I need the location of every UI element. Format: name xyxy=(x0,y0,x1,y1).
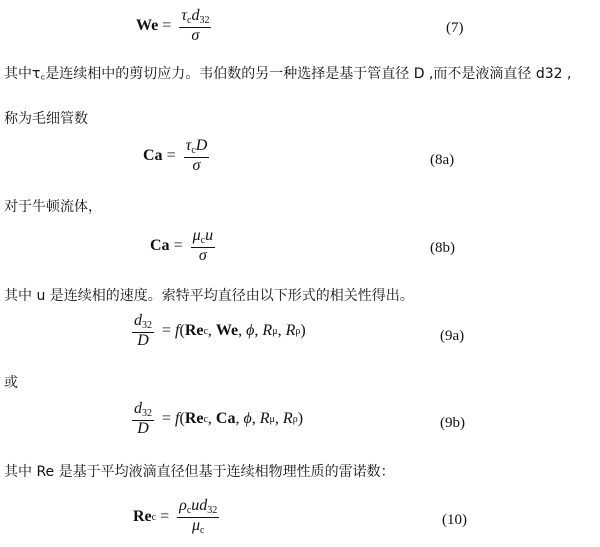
paragraph-3: 对于牛顿流体， xyxy=(4,199,102,215)
eq9a-number: (9a) xyxy=(440,328,465,344)
eq8b-number: (8b) xyxy=(430,240,455,256)
eq7-number: (7) xyxy=(446,20,464,36)
paragraph-1: 其中τ꜀是连续相中的剪切应力。韦伯数的另一种选择是基于管直径 D ,而不是液滴直径 d32 , xyxy=(4,66,572,82)
equation-10: Re c = $\frac{\rho_cud_{32}}{\mu_c}$ xyxy=(133,497,218,536)
eq7-lhs: We xyxy=(136,17,159,35)
eq7-fraction: $\frac{\tau_cd_{32}}{\sigma}$ xyxy=(181,7,210,44)
eq8a-number: (8a) xyxy=(430,152,455,168)
paragraph-5: 或 xyxy=(4,375,18,391)
equation-7: We = $\frac{\tau_cd_{32}}{\sigma}$ xyxy=(136,7,210,44)
paragraph-6: 其中 Re 是基于平均液滴直径但基于连续相物理性质的雷诺数： xyxy=(4,464,395,480)
equation-9b: $\frac{d_{32}}{D}$ = f ( Re c , Ca , ϕ , R μ , R ρ ) xyxy=(134,400,304,437)
paragraph-4: 其中 u 是连续相的速度。索特平均直径由以下形式的相关性得出。 xyxy=(4,288,414,304)
equation-9a: $\frac{d_{32}}{D}$ = f ( Re c , We , ϕ , R μ , R ρ ) xyxy=(134,312,306,349)
eq9b-number: (9b) xyxy=(440,415,465,431)
paragraph-2: 称为毛细管数 xyxy=(4,111,88,127)
equation-8b: Ca = $\frac{\mu_cu}{\sigma}$ xyxy=(150,227,214,264)
equation-8a: Ca = $\frac{\tau_cD}{\sigma}$ xyxy=(143,137,208,174)
eq10-number: (10) xyxy=(442,512,467,528)
